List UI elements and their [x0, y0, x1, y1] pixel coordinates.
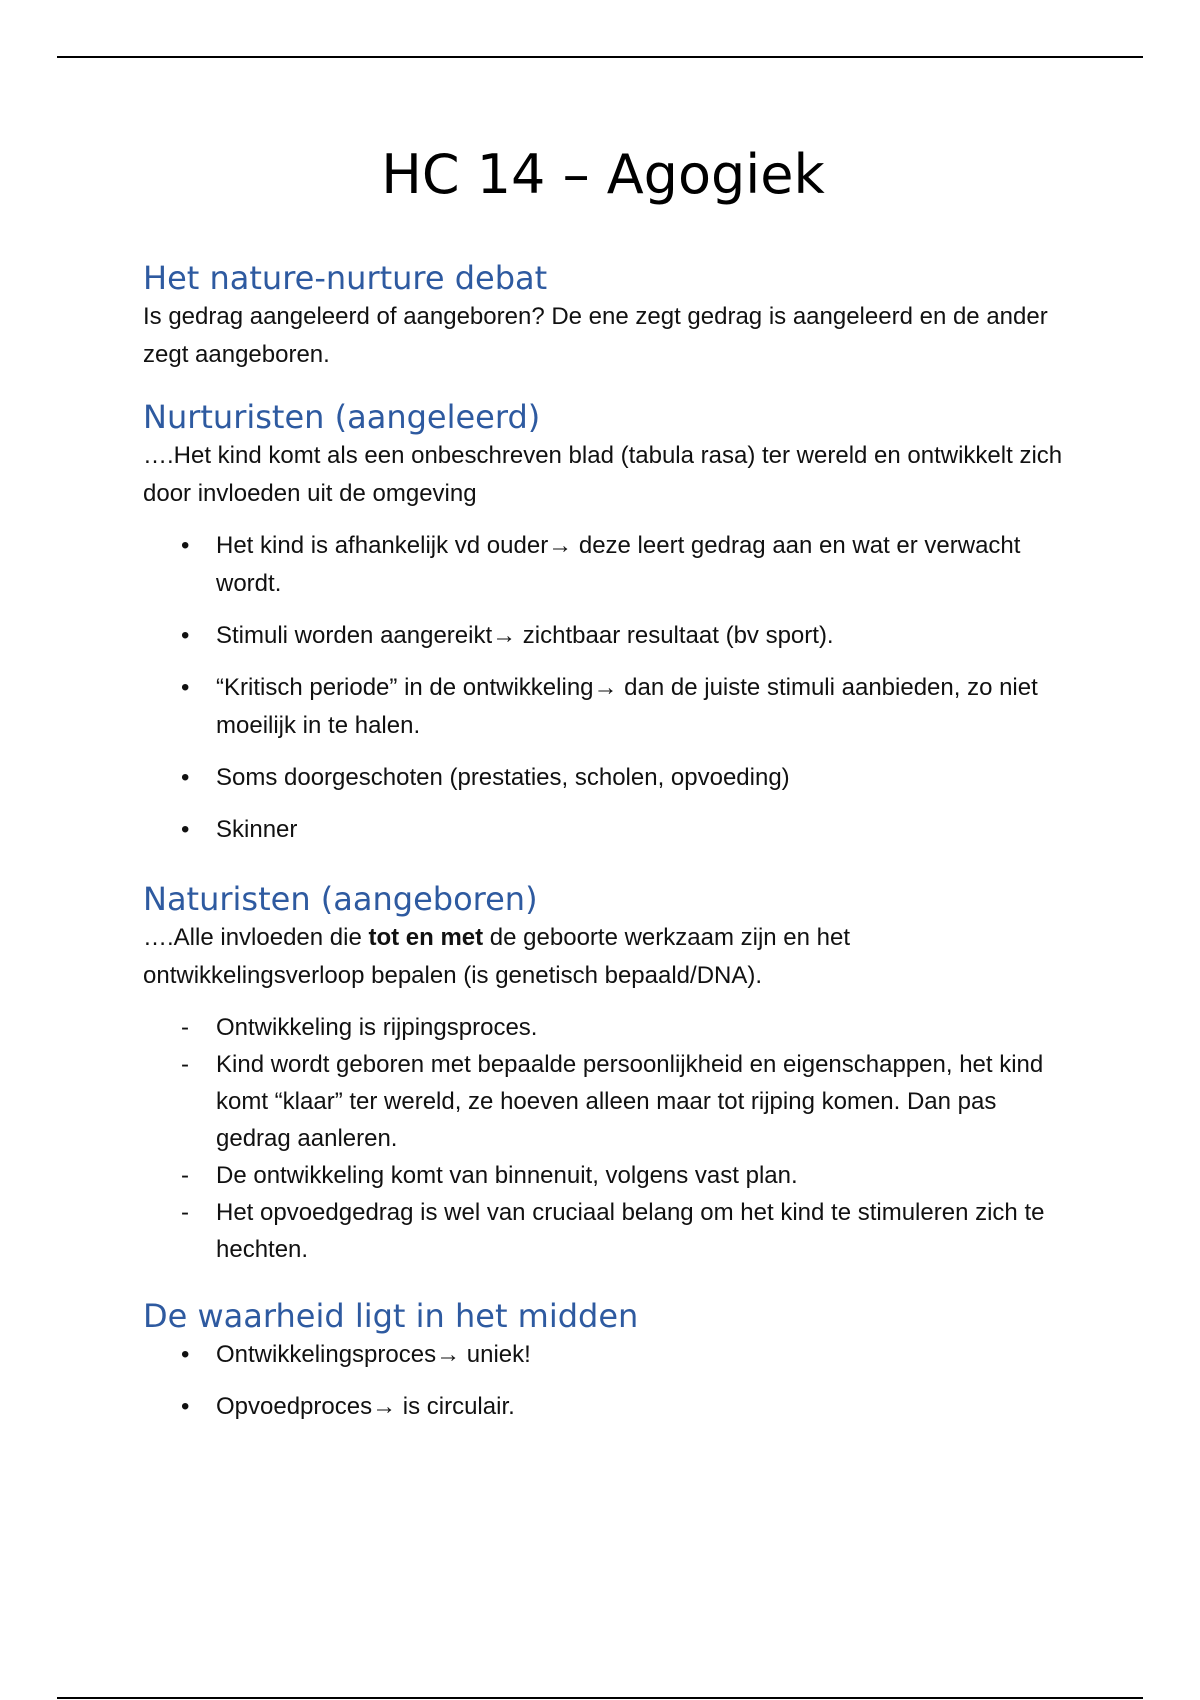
dash-mark: - — [181, 1199, 189, 1226]
dash-mark: - — [181, 1162, 189, 1189]
section-naturisten — [143, 879, 1063, 1268]
list-item-text: Soms doorgeschoten (prestaties, scholen, opvoeding) — [216, 764, 790, 791]
section-paragraph: Is gedrag aangeleerd of aangeboren? De ene zegt gedrag is aangeleerd en de ander zegt aangeboren. — [143, 303, 1048, 368]
list-item-text: Stimuli worden aangereikt→ zichtbaar resultaat (bv sport). — [216, 622, 834, 649]
list-item-text: Het opvoedgedrag is wel van cruciaal belang om het kind te stimuleren zich te hechten. — [216, 1199, 1045, 1263]
section-nature-nurture — [143, 258, 1063, 374]
paragraph-emphasis: tot en met — [368, 924, 484, 951]
list-item — [143, 1388, 1063, 1426]
list-item — [143, 669, 1063, 745]
bullet-mark: • — [181, 1341, 190, 1368]
list-item-text: “Kritisch periode” in de ontwikkeling→ dan de juiste stimuli aanbieden, zo niet moeilijk in te halen. — [216, 674, 1038, 739]
list-item — [143, 527, 1063, 603]
section-heading: Naturisten (aangeboren) — [143, 880, 538, 918]
list-item — [143, 759, 1063, 797]
list-item — [143, 1157, 1063, 1194]
list-item — [143, 811, 1063, 849]
bullet-mark: • — [181, 674, 190, 701]
bullet-list — [143, 527, 1063, 849]
list-item-text: Kind wordt geboren met bepaalde persoonlijkheid en eigenschappen, het kind komt “klaar” ter wereld, ze hoeven alleen maar tot rijping komen. Dan pas gedrag aanleren. — [216, 1051, 1044, 1152]
section-waarheid — [143, 1296, 1063, 1440]
dash-mark: - — [181, 1014, 189, 1041]
section-heading: Nurturisten (aangeleerd) — [143, 398, 541, 436]
list-item-text: Skinner — [216, 816, 298, 843]
section-paragraph: ….Het kind komt als een onbeschreven blad (tabula rasa) ter wereld en ontwikkelt zich door invloeden uit de omgeving — [143, 442, 1063, 507]
list-item-text: Ontwikkelingsproces→ uniek! — [216, 1341, 531, 1368]
document-title: HC 14 – Agogiek — [381, 143, 825, 206]
list-item — [143, 617, 1063, 655]
section-nurturisten — [143, 397, 1063, 863]
list-item — [143, 1046, 1063, 1157]
section-paragraph — [143, 919, 1063, 995]
list-item-text: Het kind is afhankelijk vd ouder→ deze leert gedrag aan en wat er verwacht wordt. — [216, 532, 1021, 597]
list-item — [143, 1009, 1063, 1046]
bullet-mark: • — [181, 764, 190, 791]
list-item-text: Ontwikkeling is rijpingsproces. — [216, 1014, 538, 1041]
list-item-text: De ontwikkeling komt van binnenuit, volgens vast plan. — [216, 1162, 798, 1189]
section-heading: Het nature-nurture debat — [143, 259, 548, 297]
bottom-rule — [57, 1697, 1143, 1699]
list-item — [143, 1194, 1063, 1268]
section-heading: De waarheid ligt in het midden — [143, 1297, 639, 1335]
bullet-list — [143, 1336, 1063, 1426]
top-rule — [57, 56, 1143, 58]
list-item — [143, 1336, 1063, 1374]
bullet-mark: • — [181, 622, 190, 649]
bullet-mark: • — [181, 532, 190, 559]
dash-mark: - — [181, 1051, 189, 1078]
paragraph-text-start: ….Alle invloeden die — [143, 924, 369, 951]
paragraph-text-end: de geboorte werkzaam zijn en het ontwikkelingsverloop bepalen (is genetisch bepaald/DNA). — [143, 924, 851, 989]
bullet-mark: • — [181, 1393, 190, 1420]
dash-list — [143, 1009, 1063, 1268]
bullet-mark: • — [181, 816, 190, 843]
list-item-text: Opvoedproces→ is circulair. — [216, 1393, 515, 1420]
